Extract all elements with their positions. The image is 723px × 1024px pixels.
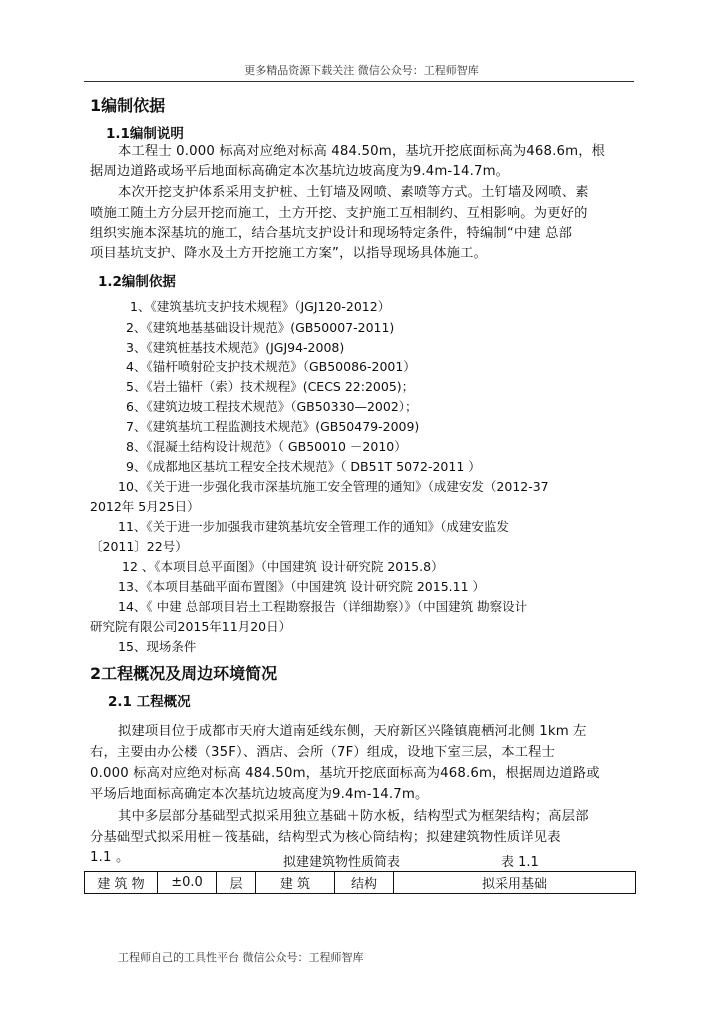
para-1-1-line-1: 本工程士 0.000 标高对应绝对标高 484.50m，基坑开挖底面标高为468.6m，根 xyxy=(118,144,606,159)
building-properties-table xyxy=(84,871,636,894)
ref-item: 4、《锚杆喷射砼支护技术规范》（GB50086-2001） xyxy=(126,359,416,374)
ref-item-cont: 〔2011〕22号） xyxy=(90,539,188,554)
para-1-1-line-5: 组织实施本深基坑的施工，结合基坑支护设计和现场特定条件，特编制“中建 总部 xyxy=(90,226,573,241)
ref-item: 2、《建筑地基基础设计规范》(GB50007-2011) xyxy=(126,320,395,335)
col-elevation: ±0.0 xyxy=(158,872,217,894)
ref-item: 15、现场条件 xyxy=(118,639,197,654)
table-caption: 拟建建筑物性质简表 xyxy=(283,855,401,870)
ref-item: 11、《关于进一步加强我市建筑基坑安全管理工作的通知》（成建安监发 xyxy=(118,519,509,534)
section-2-1-title: 2.1 工程概况 xyxy=(108,694,191,710)
ref-item: 12 、《本项目总平面图》（中国建筑 设计研究院 2015.8） xyxy=(122,559,444,574)
ref-item: 5、《岩土锚杆（索）技术规程》(CECS 22:2005)； xyxy=(126,379,415,394)
para-2-1-line-6: 分基础型式拟采用桩－筏基础，结构型式为核心筒结构；拟建建筑物性质详见表 xyxy=(90,830,561,845)
col-structure: 结构 xyxy=(335,872,394,894)
ref-item-cont: 研究院有限公司2015年11月20日） xyxy=(90,619,292,634)
ref-item: 9、《成都地区基坑工程安全技术规范》（ DB51T 5072-2011 ） xyxy=(126,459,481,474)
table-number: 表 1.1 xyxy=(501,855,539,870)
para-2-1-line-4: 平场后地面标高确定本次基坑边坡高度为9.4m-14.7m。 xyxy=(90,787,429,802)
page-footer: 工程师自己的工具性平台 微信公众号：工程师智库 xyxy=(118,951,364,964)
ref-item: 13、《本项目基础平面布置图》（中国建筑 设计研究院 2015.11 ） xyxy=(118,579,486,594)
ref-item-cont: 2012年 5月25日） xyxy=(90,499,200,514)
table-header-row xyxy=(85,872,636,894)
col-building-2: 建 筑 xyxy=(256,872,335,894)
para-1-1-line-3: 本次开挖支护体系采用支护桩、土钉墙及网喷、素喷等方式。土钉墙及网喷、素 xyxy=(118,185,589,200)
para-2-1-line-7: 1.1 。 xyxy=(90,850,130,865)
section-2-title: 2工程概况及周边环境简况 xyxy=(90,664,278,683)
col-foundation: 拟采用基础 xyxy=(394,872,636,894)
section-1-1-title: 1.1编制说明 xyxy=(106,126,184,142)
ref-item: 14、《 中建 总部项目岩土工程勘察报告（详细勘察）》（中国建筑 勘察设计 xyxy=(118,599,528,614)
para-1-1-line-6: 项目基坑支护、降水及土方开挖施工方案”，以指导现场具体施工。 xyxy=(90,246,487,261)
section-1-title: 1编制依据 xyxy=(90,96,166,115)
section-1-2-title: 1.2编制依据 xyxy=(98,274,176,290)
ref-item: 7、《建筑基坑工程监测技术规范》(GB50479-2009) xyxy=(126,419,420,434)
ref-item: 1、《建筑基坑支护技术规程》（JGJ120-2012） xyxy=(130,299,391,314)
col-building: 建 筑 物 xyxy=(85,872,158,894)
para-2-1-line-2: 右，主要由办公楼（35F）、酒店、会所（7F）组成，设地下室三层，本工程士 xyxy=(90,745,556,760)
page-header: 更多精品资源下载关注 微信公众号：工程师智库 xyxy=(244,64,479,77)
ref-item: 10、《关于进一步强化我市深基坑施工安全管理的通知》（成建安发（2012-37 xyxy=(118,479,549,494)
para-1-1-line-2: 据周边道路或场平后地面标高确定本次基坑边坡高度为9.4m-14.7m。 xyxy=(90,164,510,179)
para-1-1-line-4: 喷施工随土方分层开挖而施工，土方开挖、支护施工互相制约、互相影响。为更好的 xyxy=(90,206,588,221)
col-floors: 层 xyxy=(217,872,256,894)
ref-item: 6、《建筑边坡工程技术规范》（GB50330—2002）； xyxy=(126,399,418,414)
header-divider xyxy=(84,81,634,82)
para-2-1-line-5: 其中多层部分基础型式拟采用独立基础＋防水板，结构型式为框架结构；高层部 xyxy=(118,809,589,824)
ref-item: 3、《建筑桩基技术规范》(JGJ94-2008) xyxy=(126,340,345,355)
para-2-1-line-3: 0.000 标高对应绝对标高 484.50m，基坑开挖底面标高为468.6m，根据周边道路或 xyxy=(90,766,600,781)
ref-item: 8、《混凝土结构设计规范》（ GB50010 －2010） xyxy=(126,439,407,454)
para-2-1-line-1: 拟建项目位于成都市天府大道南延线东侧，天府新区兴隆镇鹿栖河北侧 1km 左 xyxy=(118,724,587,739)
